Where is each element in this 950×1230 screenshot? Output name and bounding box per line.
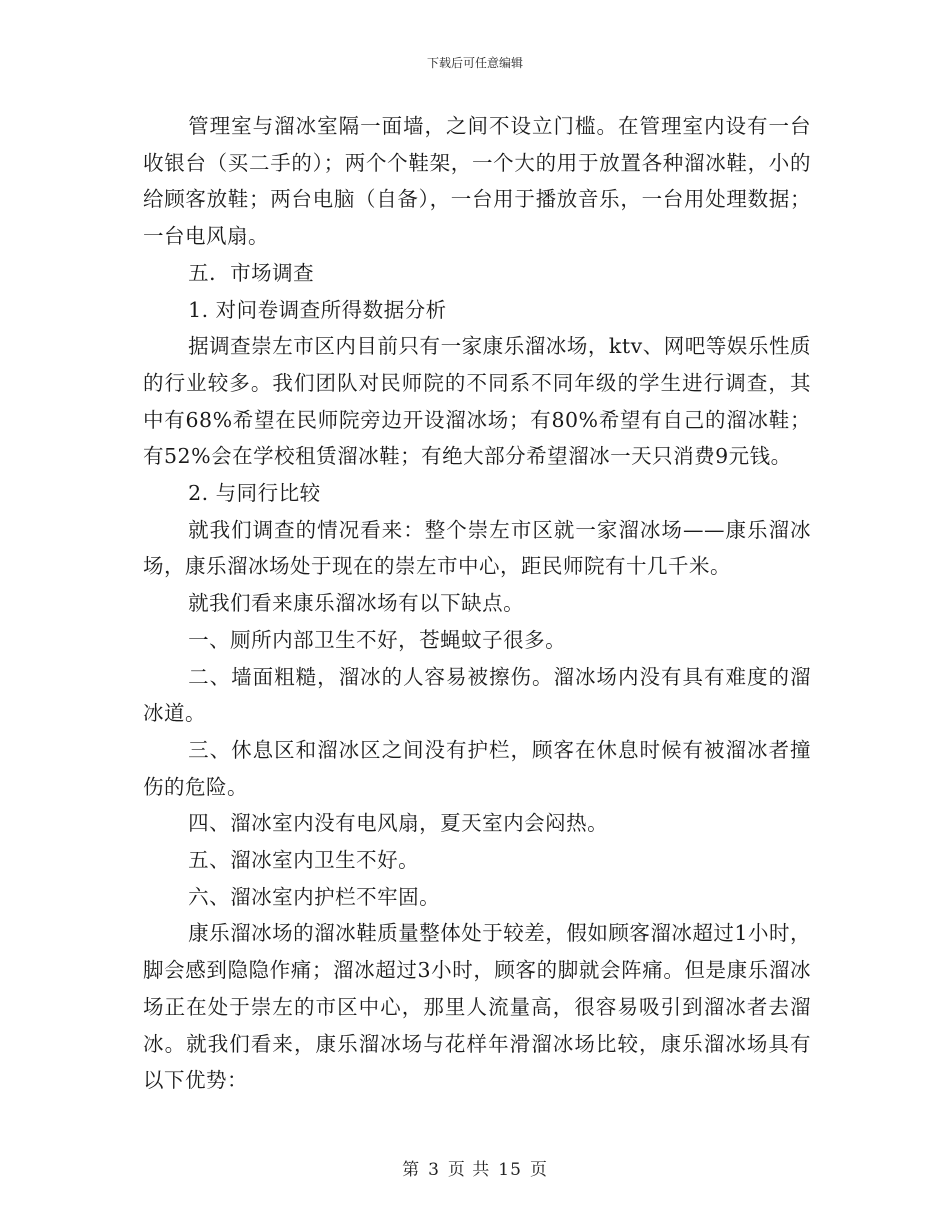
page-header: 下载后可任意编辑 [426,56,523,70]
paragraph-shortcomings-intro: 就我们看来康乐溜冰场有以下缺点。 [188,591,525,616]
list-item-shortcoming-1: 一、厕所内部卫生不好，苍蝇蚊子很多。 [188,627,567,652]
page-footer [0,1155,950,1180]
subheading-competitor-comparison: 2. 与同行比较 [188,481,321,506]
subheading-questionnaire-analysis: 1. 对问卷调查所得数据分析 [188,297,447,322]
footer-suffix: 页 [529,1160,548,1180]
footer-prefix: 第 [402,1160,421,1180]
list-item-shortcoming-6: 六、溜冰室内护栏不牢固。 [188,884,441,909]
list-item-shortcoming-3: 三、休息区和溜冰区之间没有护栏，顾客在休息时候有被溜冰者撞伤的危险。 [143,737,811,799]
list-item-shortcoming-5: 五、溜冰室内卫生不好。 [188,848,420,873]
footer-page-number: 3 [428,1160,440,1180]
list-item-shortcoming-4: 四、溜冰室内没有电风扇，夏天室内会闷热。 [188,811,609,836]
list-item-shortcoming-2: 二、墙面粗糙，溜冰的人容易被擦伤。溜冰场内没有具有难度的溜冰道。 [143,664,811,726]
paragraph-survey-results: 据调查崇左市区内目前只有一家康乐溜冰场，ktv、网吧等娱乐性质的行业较多。我们团队对民师院的不同系不同年级的学生进行调查，其中有68%希望在民师院旁边开设溜冰场；有80%希望有自己的溜冰鞋；有52%会在学校租赁溜冰鞋；有绝大部分希望溜冰一天只消费9元钱。 [143,334,811,469]
paragraph-management-room: 管理室与溜冰室隔一面墙，之间不设立门槛。在管理室内设有一台收银台（买二手的）；两个个鞋架，一个大的用于放置各种溜冰鞋，小的给顾客放鞋；两台电脑（自备），一台用于播放音乐，一台用处理数据；一台电风扇。 [143,114,811,249]
document-body [143,108,811,1099]
footer-middle: 页 共 [447,1160,491,1180]
footer-total-pages: 15 [498,1160,522,1180]
paragraph-competitor-location: 就我们调查的情况看来：整个崇左市区就一家溜冰场——康乐溜冰场，康乐溜冰场处于现在的崇左市中心，距民师院有十几千米。 [143,517,811,579]
paragraph-competitor-advantages: 康乐溜冰场的溜冰鞋质量整体处于较差，假如顾客溜冰超过1小时，脚会感到隐隐作痛；溜冰超过3小时，顾客的脚就会阵痛。但是康乐溜冰场正在处于崇左的市区中心，那里人流量高，很容易吸引到溜冰者去溜冰。就我们看来，康乐溜冰场与花样年滑溜冰场比较，康乐溜冰场具有以下优势： [143,921,811,1093]
section-heading-market-survey: 五．市场调查 [188,260,315,285]
